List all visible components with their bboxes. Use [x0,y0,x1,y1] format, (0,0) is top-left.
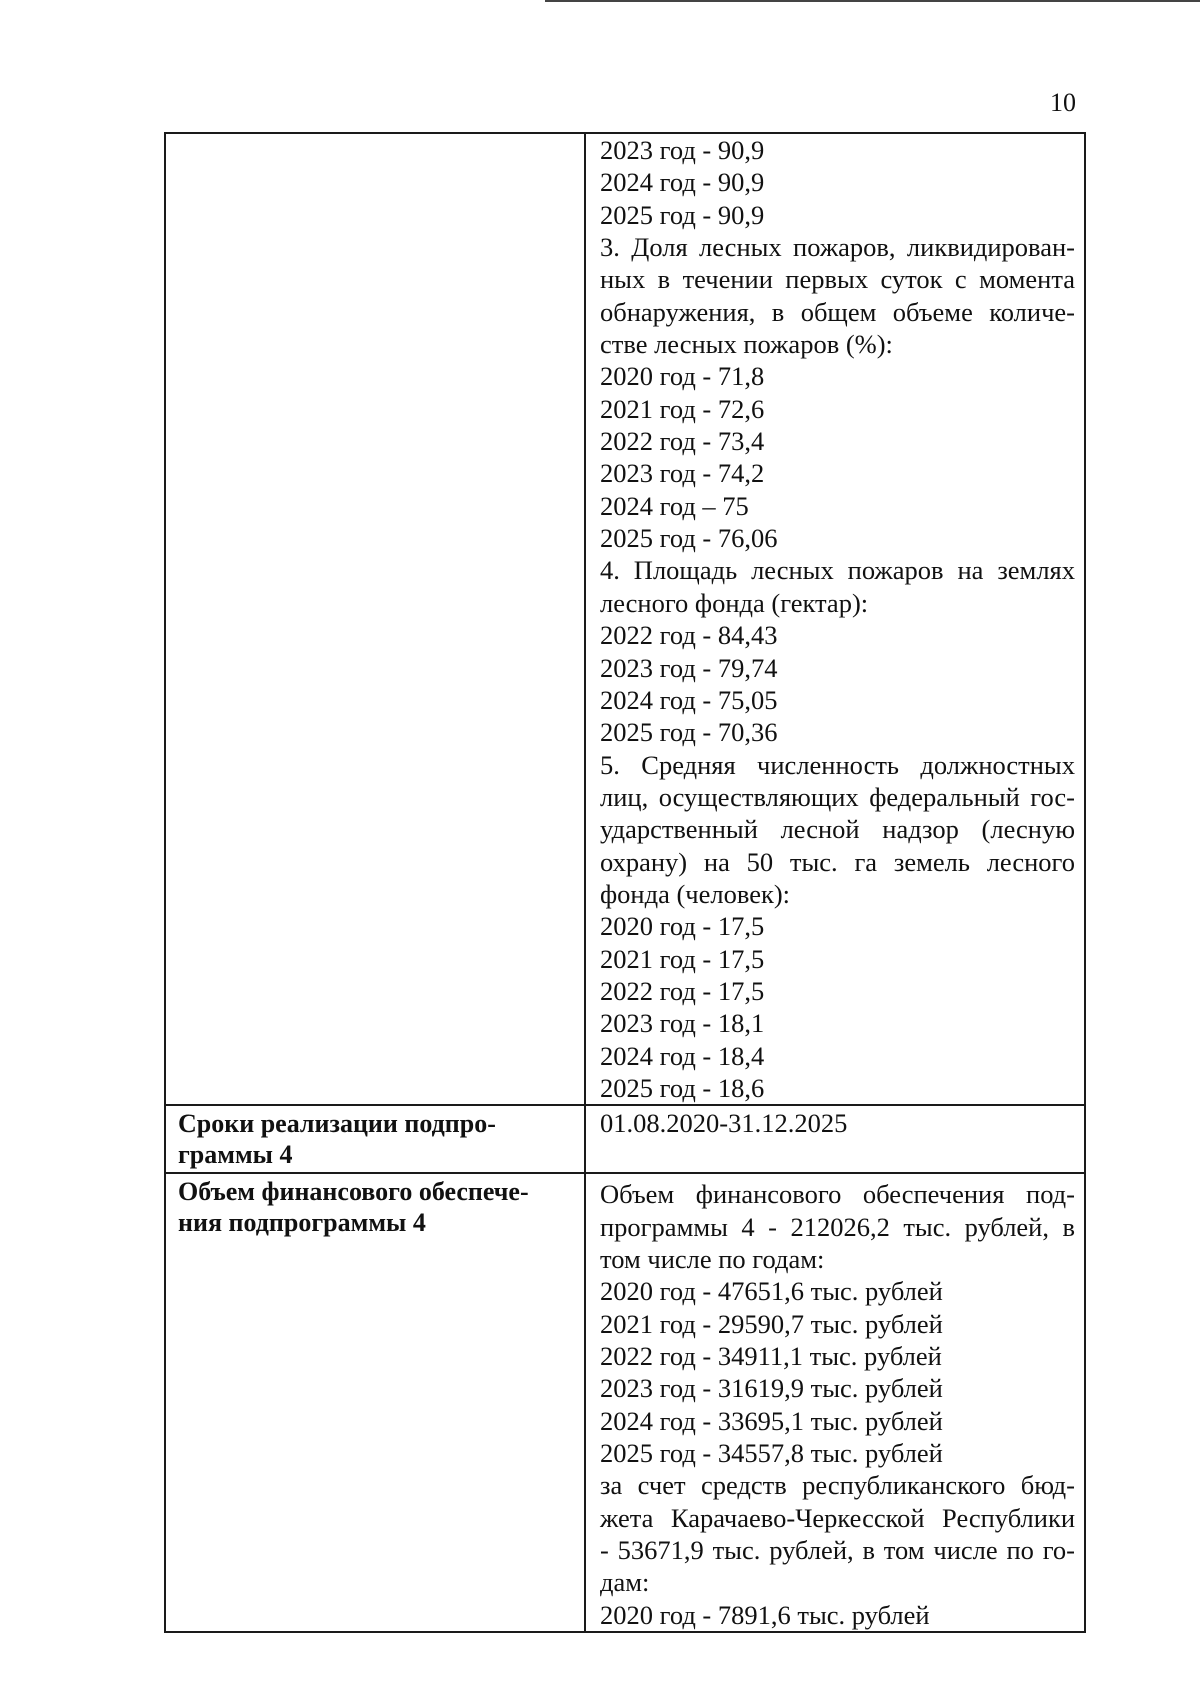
text-line: - 53671,9 тыс. рублей, в том числе по го- [600,1535,1075,1566]
text-line: 4. Площадь лесных пожаров на землях [600,555,1075,586]
text-line: 2020 год - 17,5 [600,911,765,942]
text-line: 2025 год - 76,06 [600,523,778,554]
text-line: 2023 год - 90,9 [600,135,765,165]
text-line: 2023 год - 31619,9 тыс. рублей [600,1373,943,1404]
text-line: ударственный лесной надзор (лесную [600,814,1075,845]
text-line: Объем финансового обеспечения под- [600,1179,1075,1210]
row3-label-cell [165,1173,585,1632]
text-line: обнаружения, в общем объеме количе- [600,296,1075,327]
row1-value-cell [585,133,1085,1105]
text-line: 2022 год - 34911,1 тыс. рублей [600,1341,942,1372]
text-line: 2025 год - 34557,8 тыс. рублей [600,1438,943,1469]
text-line: фонда (человек): [600,878,791,909]
row1-lines [600,134,1075,1104]
label-line: Сроки реализации подпро- [178,1109,496,1139]
text-line: 2020 год - 7891,6 тыс. рублей [600,1599,930,1630]
text-line: 2022 год - 17,5 [600,975,765,1006]
text-line: 5. Средняя численность должностных [600,749,1075,780]
table-row-implementation-period [165,1105,1085,1173]
text-line: 01.08.2020-31.12.2025 [600,1108,848,1139]
text-line: 2024 год - 75,05 [600,684,778,715]
row3-label-lines [178,1176,580,1238]
text-line: том числе по годам: [600,1244,825,1274]
text-line: 2021 год - 29590,7 тыс. рублей [600,1308,943,1339]
text-line: 2020 год - 47651,6 тыс. рублей [600,1276,943,1307]
text-line: 2023 год - 74,2 [600,458,765,489]
text-line: 2024 год – 75 [600,490,749,521]
text-line: 2025 год - 90,9 [600,199,765,230]
text-line: 2021 год - 72,6 [600,393,765,424]
text-line: жета Карачаево-Черкесской Республики [600,1502,1075,1533]
text-line: 2023 год - 18,1 [600,1008,765,1039]
text-line: 2023 год - 79,74 [600,652,778,683]
text-line: 2025 год - 18,6 [600,1072,765,1103]
label-line: ния подпрограммы 4 [178,1208,426,1238]
table-row-indicators [165,133,1085,1105]
text-line: ных в течении первых суток с момента [600,264,1075,295]
text-line: 3. Доля лесных пожаров, ликвидирован- [600,232,1075,263]
text-line: программы 4 - 212026,2 тыс. рублей, в [600,1211,1075,1242]
text-line: 2024 год - 18,4 [600,1040,765,1071]
text-line: за счет средств республиканского бюд- [600,1470,1075,1501]
row2-label-lines [178,1108,580,1170]
top-scan-edge-line [545,0,1200,2]
text-line: лесного фонда (гектар): [600,587,869,618]
text-line: 2025 год - 70,36 [600,717,778,748]
passport-table [164,132,1086,1633]
row3-value-cell [585,1173,1085,1632]
text-line: лиц, осуществляющих федеральный гос- [600,781,1075,812]
text-line: стве лесных пожаров (%): [600,329,893,360]
table-row-financing-volume [165,1173,1085,1632]
text-line: 2022 год - 84,43 [600,620,778,651]
row2-lines [600,1107,1075,1139]
text-line: 2020 год - 71,8 [600,361,765,392]
text-line: 2021 год - 17,5 [600,943,765,974]
row2-label-cell [165,1105,585,1173]
row3-lines [600,1178,1075,1631]
label-line: Объем финансового обеспече- [178,1177,529,1207]
label-line: граммы 4 [178,1140,293,1170]
text-line: 2022 год - 73,4 [600,426,765,457]
row2-value-cell [585,1105,1085,1173]
text-line: охрану) на 50 тыс. га земель лесного [600,846,1075,877]
text-line: 2024 год - 90,9 [600,167,765,198]
row1-label-cell [165,133,585,1105]
page-number: 10 [1050,88,1076,117]
text-line: 2024 год - 33695,1 тыс. рублей [600,1405,943,1436]
text-line: дам: [600,1567,650,1598]
